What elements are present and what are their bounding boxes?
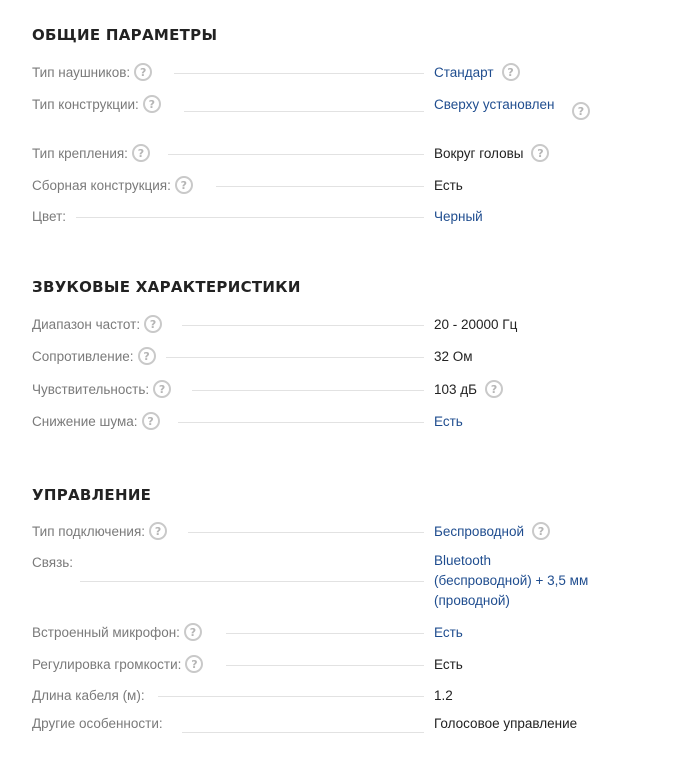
spec-row-assembled xyxy=(32,174,632,198)
dotted-leader xyxy=(192,390,424,391)
help-icon[interactable]: ? xyxy=(175,176,193,194)
spec-row-noise-reduction xyxy=(32,410,632,434)
dotted-leader xyxy=(178,422,424,423)
spec-value-link[interactable]: Беспроводной xyxy=(434,523,525,539)
spec-row-color xyxy=(32,205,632,229)
spec-row-connectivity xyxy=(32,551,632,613)
spec-row-connection-type xyxy=(32,520,632,544)
spec-value: 32 Ом xyxy=(434,348,473,364)
dotted-leader xyxy=(166,357,424,358)
help-icon[interactable]: ? xyxy=(502,63,520,81)
spec-label: Длина кабеля (м): xyxy=(32,687,145,703)
dotted-leader xyxy=(76,217,424,218)
spec-value: Есть xyxy=(434,177,463,193)
help-icon[interactable]: ? xyxy=(531,144,549,162)
spec-value: Есть xyxy=(434,656,463,672)
dotted-leader xyxy=(226,633,424,634)
dotted-leader xyxy=(182,325,424,326)
spec-row-impedance xyxy=(32,345,632,369)
spec-value-link[interactable]: Черный xyxy=(434,208,483,224)
spec-label: Тип конструкции: xyxy=(32,96,139,112)
spec-label: Встроенный микрофон: xyxy=(32,624,180,640)
dotted-leader xyxy=(174,73,424,74)
help-icon[interactable]: ? xyxy=(485,380,503,398)
dotted-leader xyxy=(168,154,424,155)
spec-label: Снижение шума: xyxy=(32,413,138,429)
spec-label: Тип подключения: xyxy=(32,523,146,539)
spec-row-headphone-type xyxy=(32,61,632,85)
help-icon[interactable]: ? xyxy=(132,144,150,162)
dotted-leader xyxy=(158,696,424,697)
spec-label: Тип наушников: xyxy=(32,64,131,80)
spec-value: Вокруг головы xyxy=(434,145,524,161)
help-icon[interactable]: ? xyxy=(184,623,202,641)
spec-row-mount-type xyxy=(32,142,632,166)
spec-row-other-features xyxy=(32,712,632,740)
dotted-leader xyxy=(216,186,424,187)
help-icon[interactable]: ? xyxy=(143,95,161,113)
spec-label: Тип крепления: xyxy=(32,145,128,161)
spec-row-construction-type xyxy=(32,93,632,127)
spec-value-link[interactable]: Есть xyxy=(434,624,463,640)
spec-value: 1.2 xyxy=(434,687,453,703)
help-icon[interactable]: ? xyxy=(572,102,590,120)
spec-value: Голосовое управление xyxy=(434,715,578,731)
spec-row-microphone xyxy=(32,621,632,645)
help-icon[interactable]: ? xyxy=(138,347,156,365)
spec-label: Связь: xyxy=(32,554,74,570)
spec-value-link[interactable]: Bluetooth (беспроводной) + 3,5 мм (проводной) xyxy=(434,553,589,608)
spec-value: 103 дБ xyxy=(434,381,478,397)
spec-label: Сборная конструкция: xyxy=(32,177,171,193)
dotted-leader xyxy=(226,665,424,666)
help-icon[interactable]: ? xyxy=(134,63,152,81)
spec-value-link[interactable]: Есть xyxy=(434,413,463,429)
section-title-general: ОБЩИЕ ПАРАМЕТРЫ xyxy=(32,26,218,44)
spec-label: Цвет: xyxy=(32,208,67,224)
spec-label: Сопротивление: xyxy=(32,348,134,364)
dotted-leader xyxy=(184,111,424,112)
spec-label: Диапазон частот: xyxy=(32,316,141,332)
section-title-control: УПРАВЛЕНИЕ xyxy=(32,486,152,504)
spec-row-cable-length xyxy=(32,684,632,708)
help-icon[interactable]: ? xyxy=(153,380,171,398)
spec-value: 20 - 20000 Гц xyxy=(434,316,518,332)
spec-value-link[interactable]: Сверху установлен xyxy=(434,96,555,112)
spec-label: Чувствительность: xyxy=(32,381,150,397)
spec-value-link[interactable]: Стандарт xyxy=(434,64,494,80)
spec-row-sensitivity xyxy=(32,378,632,402)
help-icon[interactable]: ? xyxy=(142,412,160,430)
spec-label: Другие особенности: xyxy=(32,715,163,731)
dotted-leader xyxy=(182,732,424,733)
dotted-leader xyxy=(188,532,424,533)
help-icon[interactable]: ? xyxy=(144,315,162,333)
section-title-sound: ЗВУКОВЫЕ ХАРАКТЕРИСТИКИ xyxy=(32,278,301,296)
help-icon[interactable]: ? xyxy=(185,655,203,673)
help-icon[interactable]: ? xyxy=(532,522,550,540)
spec-row-frequency-range xyxy=(32,313,632,337)
spec-label: Регулировка громкости: xyxy=(32,656,182,672)
dotted-leader xyxy=(80,581,424,582)
spec-row-volume-control xyxy=(32,653,632,677)
help-icon[interactable]: ? xyxy=(149,522,167,540)
